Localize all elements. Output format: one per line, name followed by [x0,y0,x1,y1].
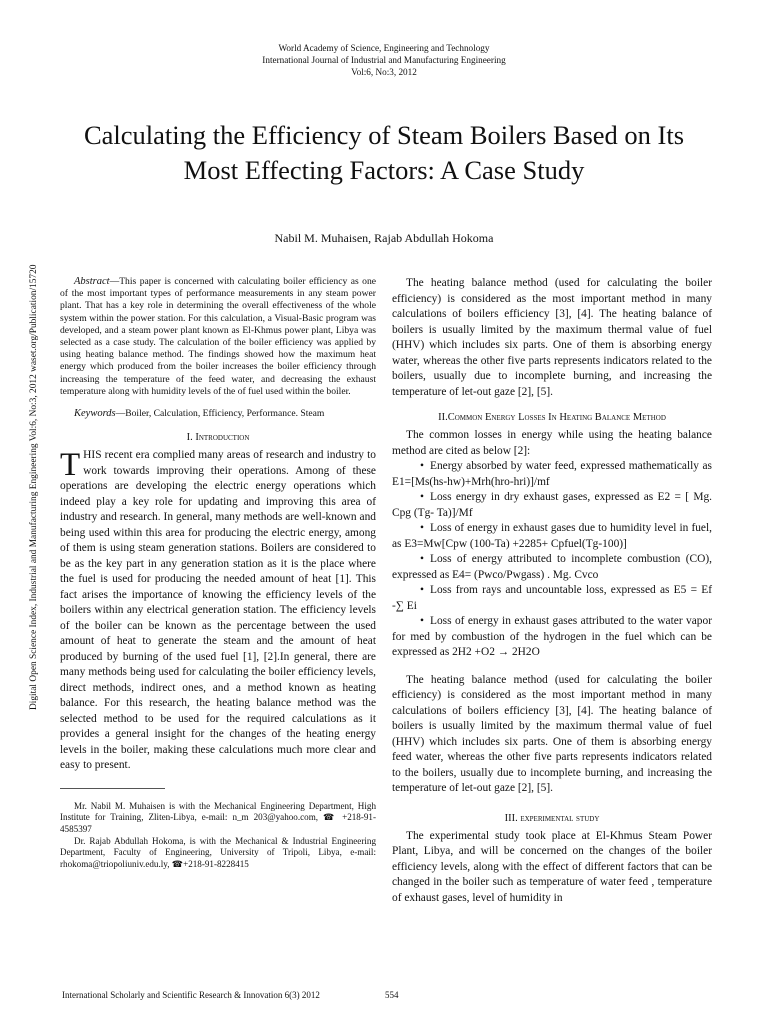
bullet-icon: • [420,522,424,534]
abstract-label: Abstract [74,276,110,287]
drop-cap: T [60,447,81,484]
list-item [392,583,712,614]
section-heading-energy-losses: II.Common Energy Losses In Heating Balance Method [438,412,666,423]
energy-losses-intro: The common losses in energy while using the heating balance method are cited as below [2]: [392,429,712,457]
journal-header-line-2: International Journal of Industrial and Manufacturing Engineering [262,55,506,65]
right-column [392,276,712,906]
paper-title: Calculating the Efficiency of Steam Boilers Based on Its Most Effecting Factors: A Case Study [83,120,685,185]
introduction-paragraph [60,448,376,774]
section-heading-introduction: I. Introduction [186,432,250,444]
footnote-divider [60,788,165,789]
list-item-text: Energy absorbed by water feed, expressed mathematically as E1=[Ms(hs-hw)+Mrh(hro-hri)]/mf [392,460,712,488]
footnote-author-2: Dr. Rajab Abdullah Hokoma, is with the Mechanical & Industrial Engineering Department, Faculty of Engineering, University of Tripoli, Libya, e-mail: rhokoma@triopoliuniv.edu.ly, ☎+218-91-8228415 [60,835,376,869]
list-item-text: Loss of energy in exhaust gases due to humidity level in fuel, as E3=Mw[Cpw (100-Ta) +2285+ Cpfuel(Tg-100)] [392,522,712,550]
author-list: Nabil M. Muhaisen, Rajab Abdullah Hokoma [274,231,494,245]
heating-balance-paragraph-2: The heating balance method (used for calculating the boiler efficiency) is considered as the most important method in many calculations of boilers efficiency [3], [4]. The heating balance of boilers is usually limited by the maximum thermal value of fuel (HHV) which includes six parts. One of them is absorbing energy feed water, whereas the other five parts represents indicators related to the boilers, usually due to incomplete burning, and increasing the temperature of let-out gaze [2], [5]. [392,673,712,794]
list-item-text: Loss of energy in exhaust gases attributed to the water vapor for med by combustion of the hydrogen in the fuel which can be expressed as 2H2 +O2 → 2H2O [392,615,712,658]
experimental-study-paragraph: The experimental study took place at El-Khmus Steam Power Plant, Libya, and will be concerned on the changes of the boiler efficiency levels, along with the effect of different factors that can be changed in the boiler such as temperature of water feed , temperature of exhaust gases, level of humidity in [392,829,712,904]
keywords-text: Boiler, Calculation, Efficiency, Performance. Steam [125,408,325,420]
keywords-label: Keywords [74,408,116,420]
journal-header-line-1: World Academy of Science, Engineering and Technology [278,43,490,53]
abstract-text: This paper is concerned with calculating boiler efficiency as one of the most important types of performance measurements in any steam power plant. That has a key role in determining the overall effectiveness of the whole system within the power station. For this calculation, a Visual-Basic program was developed, and a steam power plant known as El-Khmus power plant, Libya was selected as a case study. The calculation of the boiler efficiency was applied by using heating balance method. The findings showed how the maximum heat energy which produced from the boiler increases the boiler efficiency through increasing the temperature of the feed water, and decreasing the exhaust temperature along with humidity levels of the of fuel used within the boiler. [60,276,376,397]
keywords [60,408,376,420]
footer-journal: International Scholarly and Scientific Research & Innovation 6(3) 2012 [62,990,320,1000]
list-item-text: Loss of energy attributed to incomplete combustion (CO), expressed as E4= (Pwco/Pwgass) . Mg. Cvco [392,553,712,581]
keywords-dash: — [115,408,126,420]
abstract [60,276,376,398]
left-column [60,276,376,870]
section-heading-experimental-study: III. experimental study [504,812,600,824]
list-item [392,459,712,490]
bullet-icon: • [420,491,424,503]
list-item [392,490,712,521]
bullet-icon: • [420,584,424,596]
list-item [392,614,712,661]
bullet-icon: • [420,615,424,627]
bullet-icon: • [420,553,424,565]
heating-balance-paragraph-1: The heating balance method (used for calculating the boiler efficiency) is considered as the most important method in many calculations of boilers efficiency [3], [4]. The heating balance of boilers is usually limited by the maximum thermal value of fuel (HHV) which includes six parts. One of them is absorbing energy water, whereas the other five parts represents indicators related to the boilers, usually due to incomplete burning, and increasing the temperature of let-out gaze [2], [5]. [392,277,712,398]
abstract-dash: — [109,276,120,287]
introduction-text: HIS recent era complied many areas of research and industry to work towards improving their operations. Among of these operations are developing the electric energy operations which indeed play a key role for updating and improving this area of industry and research. In general, many methods are well-known and being used within this area for producing the electric energy, among of them is using steam generation stations. Boilers are considered to be as the key part in any generation station as it is the place where the fuel is used for producing the needed amount of heat [1]. This fact arises the importance of knowing the efficiency levels of the boilers within any electrical generation station. The efficiency levels of the boiler can be known as the percentage between the used amount of heat to generate the steam and the amount of heat produced by burning of the used fuel [1], [2].In general, there are many methods being used for calculating the boiler efficiency levels, direct methods, indirect ones, and a method known as heating balance. For this research, the heating balance method was the selected method to be used for the required calculations as it provides a general insight for the changes of the heating energy levels in the boiler, making these calculations much more clear and easy to present. [60,449,376,772]
list-item-text: Loss from rays and uncountable loss, expressed as E5 = Ef -∑ Ei [392,584,712,612]
journal-header-line-3: Vol:6, No:3, 2012 [351,67,417,77]
sidebar-publication-note: Digital Open Science Index, Industrial and Manufacturing Engineering Vol:6, No:3, 2012 waset.org/Publication/15720 [29,264,39,710]
bullet-icon: • [420,460,424,472]
list-item [392,521,712,552]
page-number: 554 [385,990,399,1000]
list-item [392,552,712,583]
list-item-text: Loss energy in dry exhaust gases, expressed as E2 = [ Mg. Cpg (Tg- Ta)]/Mf [392,491,712,519]
footnote-author-1: Mr. Nabil M. Muhaisen is with the Mechanical Engineering Department, High Institute for Training, Zliten-Libya, e-mail: n_m 203@yahoo.com, ☎ +218-91-4585397 [60,800,376,834]
